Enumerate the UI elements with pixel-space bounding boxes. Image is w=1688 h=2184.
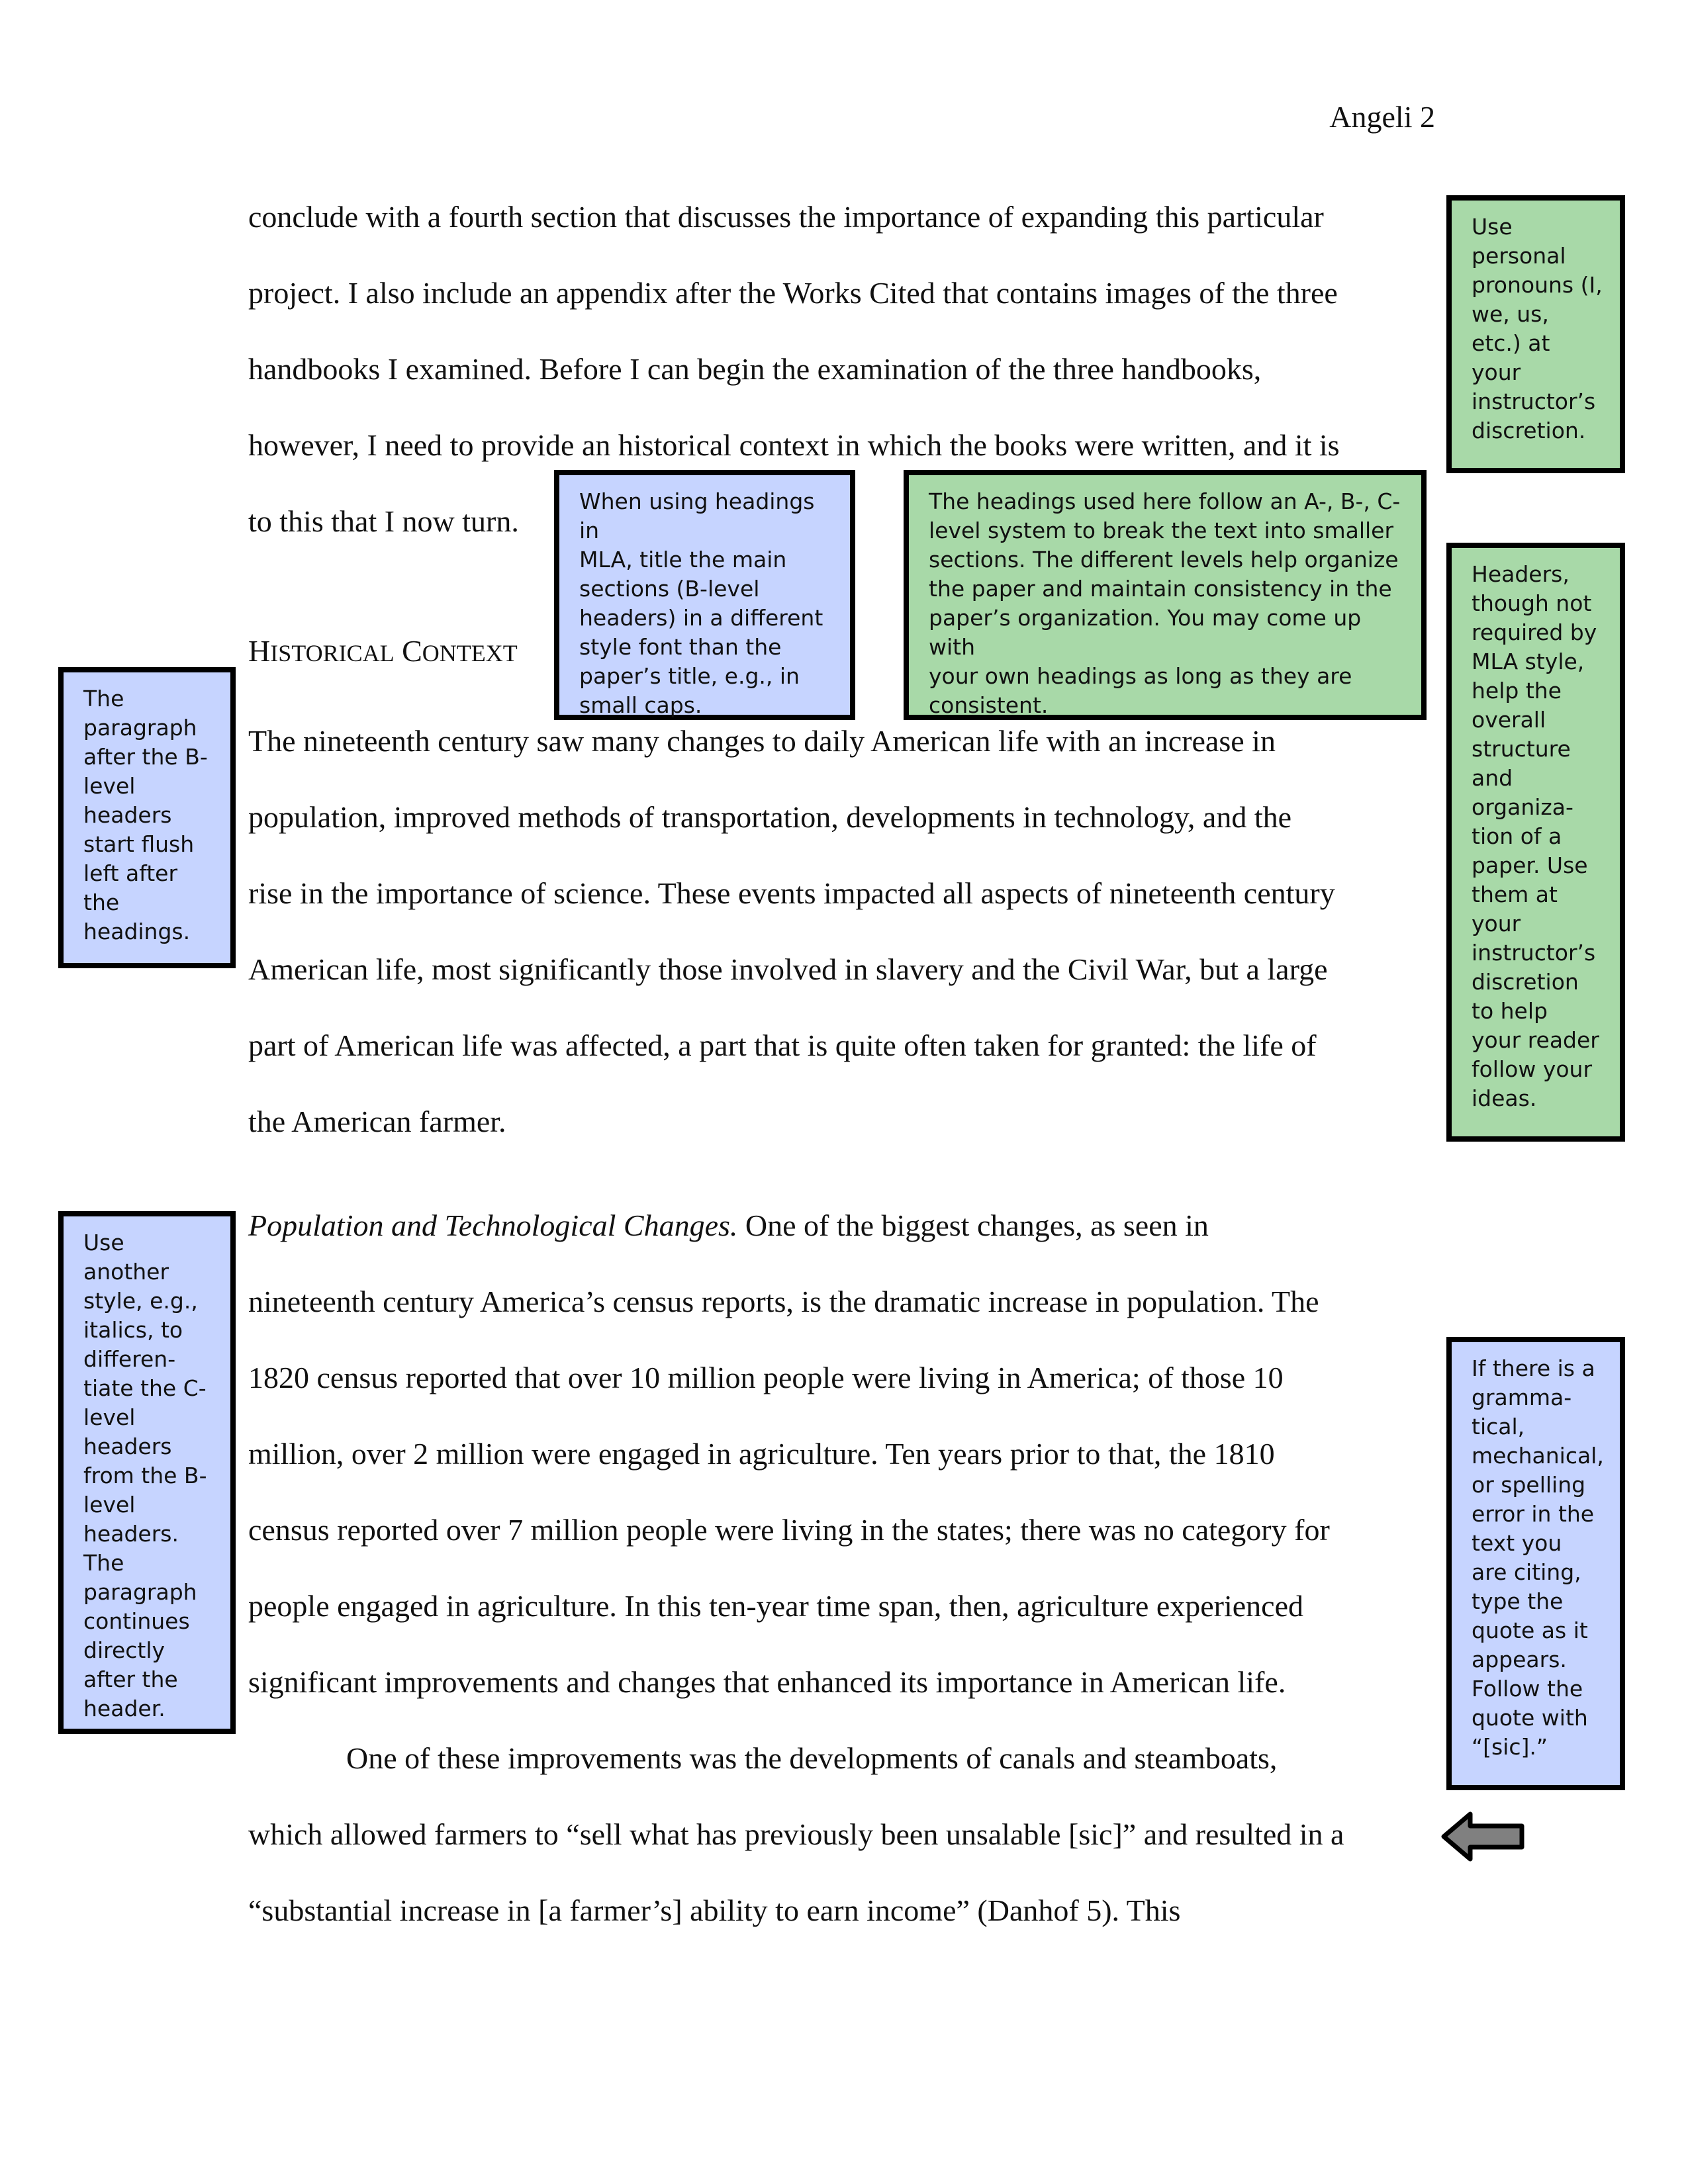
- body-line: 1820 census reported that over 10 million people were living in America; of those 10: [248, 1361, 1284, 1394]
- body-line: American life, most significantly those involved in slavery and the Civil War, but a large: [248, 952, 1328, 986]
- body-line: nineteenth century America’s census reports, is the dramatic increase in population. The: [248, 1285, 1319, 1318]
- body-line: people engaged in agriculture. In this ten-year time span, then, agriculture experienced: [248, 1589, 1304, 1623]
- heading-initial: H: [248, 634, 271, 668]
- note-flush-left: The paragraph after the B- level headers start flush left after the headings.: [58, 667, 236, 968]
- body-line: to this that I now turn.: [248, 504, 519, 538]
- note-headers-structure: Headers, though not required by MLA style, help the overall structure and organiza- tion of a paper. Use them at your instructor’s discretion to help your reader follow your ideas.: [1446, 543, 1625, 1142]
- c-level-heading: Population and Technological Changes.: [248, 1208, 738, 1242]
- body-line: significant improvements and changes that enhanced its importance in American life.: [248, 1665, 1286, 1699]
- body-line: however, I need to provide an historical context in which the books were written, and it is: [248, 428, 1340, 462]
- body-line: handbooks I examined. Before I can begin the examination of the three handbooks,: [248, 352, 1262, 386]
- note-sic: If there is a gramma- tical, mechanical, or spelling error in the text you are citing, type the quote as it appears. Follow the quote with “[sic].”: [1446, 1337, 1625, 1790]
- body-line: conclude with a fourth section that discusses the importance of expanding this particular: [248, 200, 1324, 234]
- body-line: One of these improvements was the developments of canals and steamboats,: [346, 1741, 1278, 1775]
- heading-rest: ISTORICAL: [270, 640, 395, 666]
- body-line: population, improved methods of transportation, developments in technology, and the: [248, 800, 1292, 834]
- note-personal-pronouns: Use personal pronouns (I, we, us, etc.) at your instructor’s discretion.: [1446, 195, 1625, 473]
- body-line: “substantial increase in [a farmer’s] ability to earn income” (Danhof 5). This: [248, 1893, 1181, 1927]
- body-line: census reported over 7 million people were living in the states; there was no category for: [248, 1513, 1330, 1547]
- body-line: million, over 2 million were engaged in agriculture. Ten years prior to that, the 1810: [248, 1437, 1275, 1471]
- body-line: part of American life was affected, a part that is quite often taken for granted: the life of: [248, 1028, 1317, 1062]
- body-line: The nineteenth century saw many changes to daily American life with an increase in: [248, 724, 1276, 758]
- heading-initial: C: [402, 634, 422, 668]
- body-line: the American farmer.: [248, 1105, 506, 1138]
- note-italics-c-level: Use another style, e.g., italics, to differen- tiate the C- level headers from the B- level headers. The paragraph continues directly after the header.: [58, 1211, 236, 1734]
- running-head: Angeli 2: [1329, 100, 1435, 134]
- c-level-heading-line: [248, 1206, 1436, 1246]
- b-level-heading: [248, 631, 518, 673]
- body-line: which allowed farmers to “sell what has previously been unsalable [sic]” and resulted in a: [248, 1817, 1344, 1851]
- note-headings-in-mla: When using headings in MLA, title the main sections (B-level headers) in a different style font than the paper’s title, e.g., in small caps.: [554, 470, 855, 720]
- body-line: rise in the importance of science. These events impacted all aspects of nineteenth century: [248, 876, 1335, 910]
- note-heading-levels: The headings used here follow an A-, B-, C- level system to break the text into smaller sections. The different levels help organize the paper and maintain consistency in the paper’s organization. You may come up with your own headings as long as they are consistent.: [904, 470, 1427, 720]
- heading-rest: ONTEXT: [422, 640, 518, 666]
- body-line: project. I also include an appendix after the Works Cited that contains images of the three: [248, 276, 1338, 310]
- left-arrow-icon: [1441, 1810, 1527, 1863]
- c-level-heading-rest: One of the biggest changes, as seen in: [737, 1208, 1209, 1242]
